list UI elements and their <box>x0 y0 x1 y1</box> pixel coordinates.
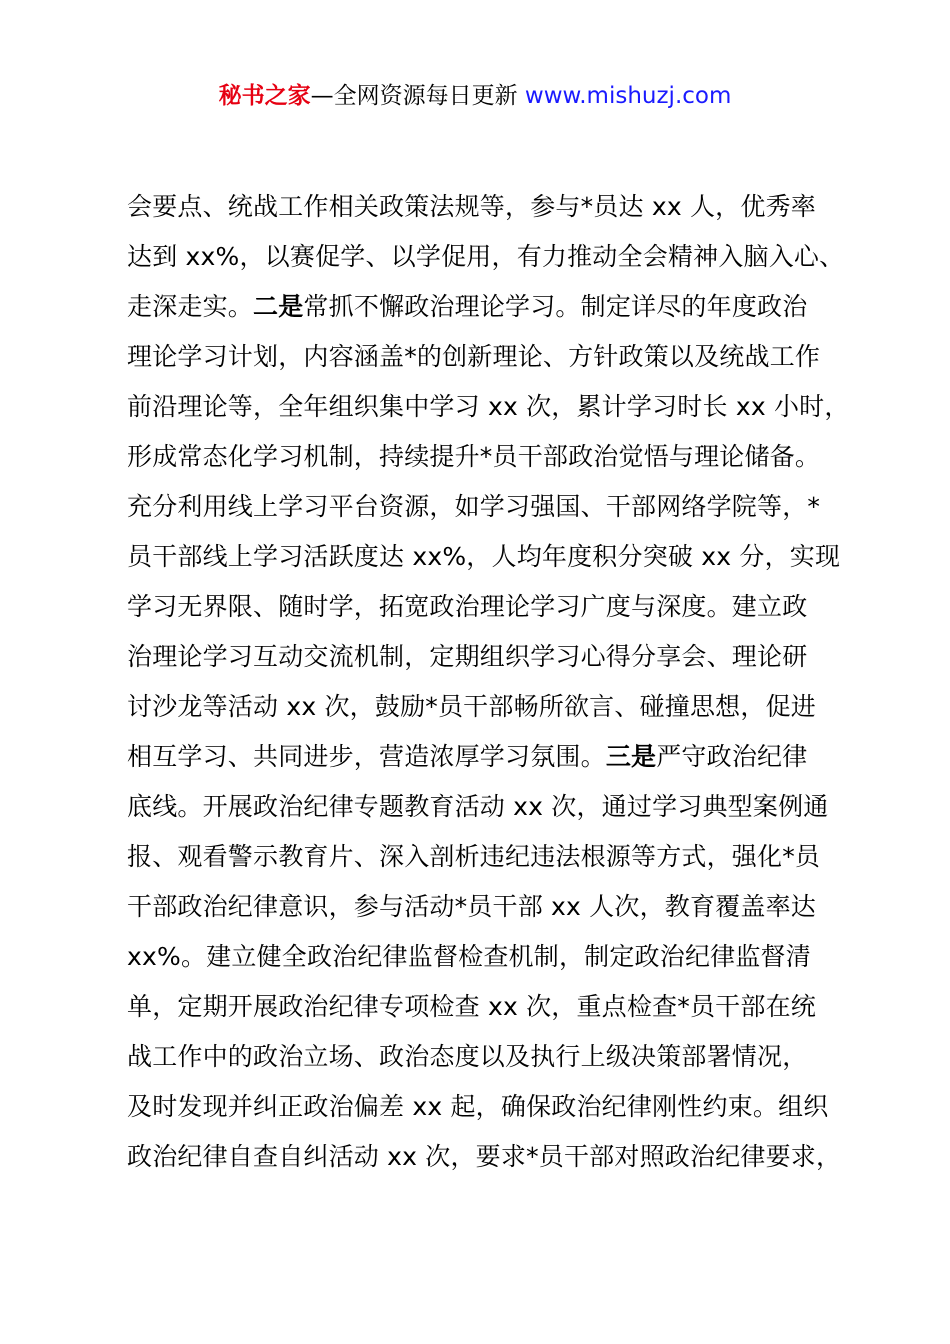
text-line: 治理论学习互动交流机制，定期组织学习心得分享会、理论研 <box>127 642 808 671</box>
text-line: 达到 xx%，以赛促学、以学促用，有力推动全会精神入脑入心、 <box>127 242 845 271</box>
text-line: 走深走实。二是常抓不懈政治理论学习。制定详尽的年度政治 <box>127 292 808 321</box>
text-line: 干部政治纪律意识，参与活动*员干部 xx 人次，教育覆盖率达 <box>127 892 816 921</box>
text-line: 会要点、统战工作相关政策法规等，参与*员达 xx 人，优秀率 <box>127 192 816 221</box>
text-line: 充分利用线上学习平台资源，如学习强国、干部网络学院等，* <box>127 492 821 521</box>
text-line: xx%。建立健全政治纪律监督检查机制，制定政治纪律监督清 <box>127 942 811 971</box>
text-line: 政治纪律自查自纠活动 xx 次，要求*员干部对照政治纪律要求， <box>127 1142 842 1171</box>
site-brand: 秘书之家 <box>218 83 311 109</box>
text-line: 及时发现并纠正政治偏差 xx 起，确保政治纪律刚性约束。组织 <box>127 1092 829 1121</box>
text-line: 讨沙龙等活动 xx 次，鼓励*员干部畅所欲言、碰撞思想，促进 <box>127 692 816 721</box>
text-line: 报、观看警示教育片、深入剖析违纪违法根源等方式，强化*员 <box>127 842 821 871</box>
text-line: 理论学习计划，内容涵盖*的创新理论、方针政策以及统战工作 <box>127 342 821 371</box>
text-line: 前沿理论等，全年组织集中学习 xx 次，累计学习时长 xx 小时， <box>127 392 850 421</box>
text-line: 战工作中的政治立场、政治态度以及执行上级决策部署情况， <box>127 1042 808 1071</box>
emphasis-marker: 三是 <box>605 742 657 771</box>
emphasis-marker: 二是 <box>253 292 304 321</box>
site-tagline: —全网资源每日更新 <box>310 83 525 109</box>
document-body <box>127 182 850 1182</box>
text-line: 形成常态化学习机制，持续提升*员干部政治觉悟与理论储备。 <box>127 442 821 471</box>
text-line: 员干部线上学习活跃度达 xx%，人均年度积分突破 xx 分，实现 <box>127 542 841 571</box>
text-line: 学习无界限、随时学，拓宽政治理论学习广度与深度。建立政 <box>127 592 808 621</box>
site-url-link[interactable]: www.mishuzj.com <box>524 83 732 109</box>
text-line: 底线。开展政治纪律专题教育活动 xx 次，通过学习典型案例通 <box>127 792 829 821</box>
text-line: 单，定期开展政治纪律专项检查 xx 次，重点检查*员干部在统 <box>127 992 816 1021</box>
text-line: 相互学习、共同进步，营造浓厚学习氛围。三是严守政治纪律 <box>127 742 808 771</box>
page-header <box>0 80 950 112</box>
